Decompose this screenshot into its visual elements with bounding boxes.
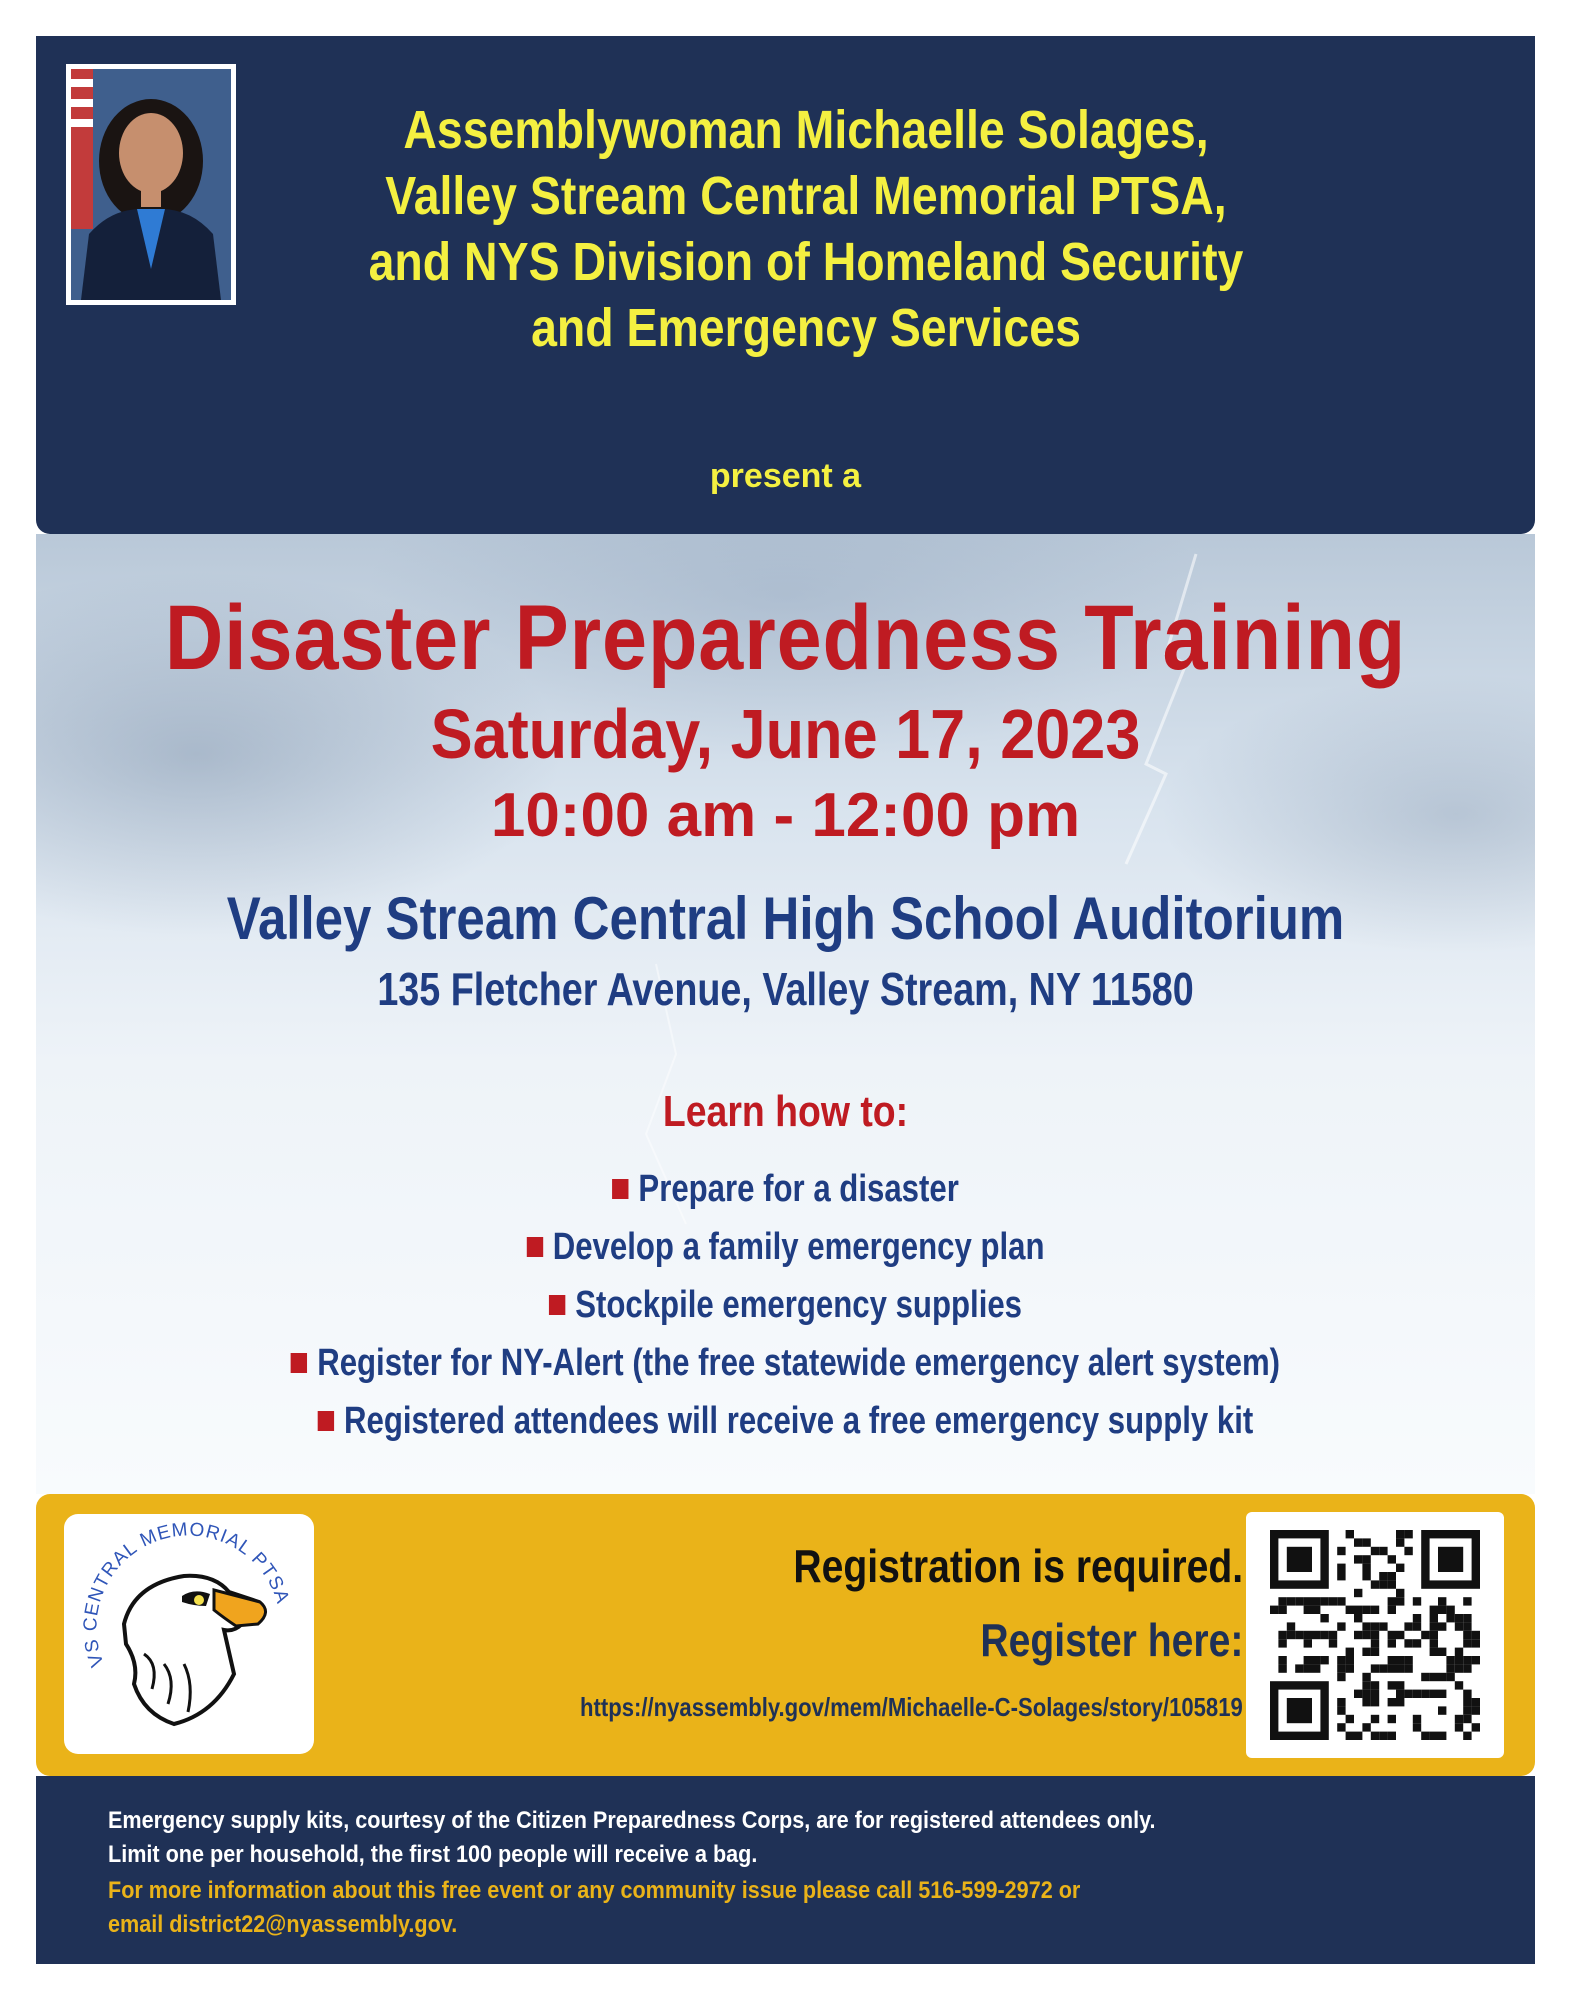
event-address: 135 Fletcher Avenue, Valley Stream, NY 11580 [377,963,1194,1015]
bullet-square-icon [291,1353,307,1373]
footer-line-3: For more information about this free event or any community issue please call 516-599-2972 or [108,1877,1081,1904]
learn-item: Registered attendees will receive a free emergency supply kit [171,1392,1400,1450]
event-time: 10:00 am - 12:00 pm [490,781,1081,850]
eagle-icon [124,1576,266,1724]
portrait-photo [66,64,236,305]
flyer [36,36,1535,1964]
register-here-label: Register here: [980,1614,1243,1666]
registration-band [36,1494,1535,1776]
bullet-square-icon [318,1411,334,1431]
sponsor-line-1: Assemblywoman Michaelle Solages, [403,100,1209,160]
event-venue: Valley Stream Central High School Auditorium [226,885,1345,952]
event-title: Disaster Preparedness Training [164,587,1407,689]
registration-required-text: Registration is required. [793,1540,1243,1592]
bullet-square-icon [549,1295,565,1315]
footer-line-1: Emergency supply kits, courtesy of the Citizen Preparedness Corps, are for registered attendees only. [108,1807,1156,1834]
learn-item: Prepare for a disaster [171,1160,1400,1218]
event-date: Saturday, June 17, 2023 [430,695,1141,773]
learn-heading: Learn how to: [662,1087,909,1136]
header-banner [36,36,1535,534]
registration-link[interactable]: https://nyassembly.gov/mem/Michaelle-C-Solages/story/105819 [580,1692,1243,1722]
footer-panel [36,1776,1535,1964]
learn-item: Stockpile emergency supplies [171,1276,1400,1334]
footer-line-2: Limit one per household, the first 100 people will receive a bag. [108,1841,758,1868]
sponsor-line-2: Valley Stream Central Memorial PTSA, [385,166,1227,226]
event-details [36,534,1535,1494]
ptsa-logo [64,1514,314,1754]
learn-list [36,1160,1535,1450]
sponsor-line-3: and NYS Division of Homeland Security [368,232,1244,292]
sponsor-line-4: and Emergency Services [531,298,1081,358]
footer-line-4: email district22@nyassembly.gov. [108,1911,458,1938]
qr-code-icon[interactable] [1246,1512,1504,1758]
bullet-square-icon [526,1237,542,1257]
bullet-square-icon [612,1179,628,1199]
present-text: present a [709,457,862,495]
logo-text: VS CENTRAL MEMORIAL PTSA [80,1519,294,1670]
learn-item: Develop a family emergency plan [171,1218,1400,1276]
learn-item: Register for NY-Alert (the free statewide emergency alert system) [171,1334,1400,1392]
